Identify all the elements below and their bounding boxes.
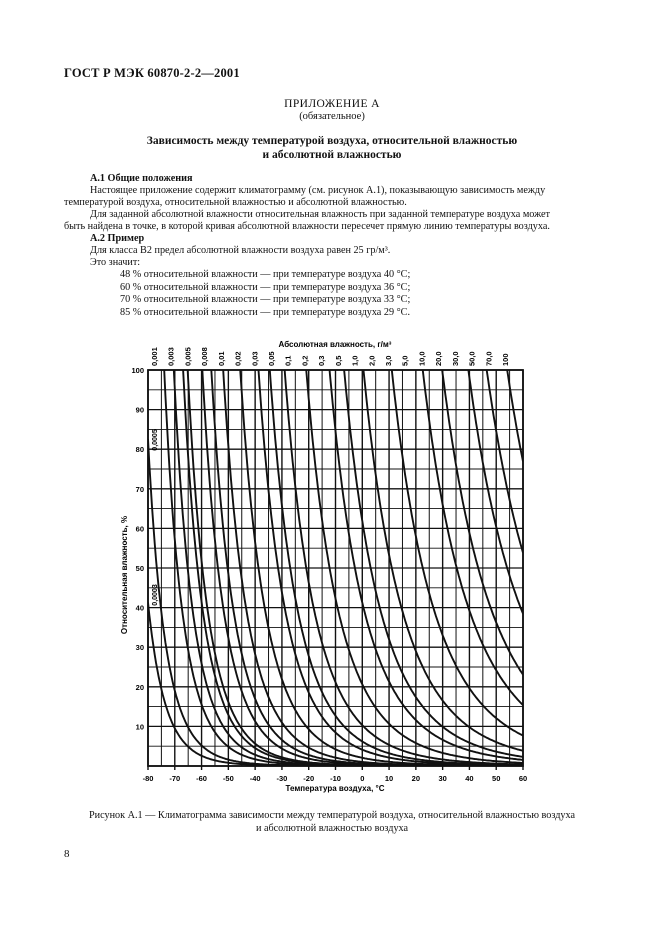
- section-a1-heading: А.1 Общие положения: [90, 173, 193, 184]
- y-tick-label: 60: [135, 524, 144, 534]
- x-tick-label: -10: [330, 774, 341, 783]
- section-a1-p2-line2: быть найдена в точке, в которой кривая абсолютной влажности пересечет прямую линию температуры воздуха.: [64, 221, 550, 232]
- chart-x-axis-label: Температура воздуха, °С: [285, 784, 385, 793]
- section-a2: [90, 233, 600, 269]
- curve-label: 10,0: [417, 351, 427, 366]
- curve-label: 70,0: [484, 351, 494, 366]
- y-tick-label: 20: [135, 682, 144, 692]
- document-title: [64, 134, 600, 162]
- y-tick-label: 70: [135, 484, 144, 494]
- curve-label: 3,0: [384, 355, 393, 366]
- x-tick-label: 50: [492, 774, 501, 783]
- x-tick-label: -60: [196, 774, 207, 783]
- curve-label: 0,2: [300, 355, 310, 366]
- absolute-humidity-curve: [183, 364, 523, 766]
- list-item: 60 % относительной влажности — при температуре воздуха 36 °С;: [120, 281, 411, 293]
- document-title-line-1: Зависимость между температурой воздуха, относительной влажностью: [146, 135, 518, 147]
- section-a1-p1-line1: Настоящее приложение содержит климатограмму (см. рисунок А.1), показывающую зависимость между: [90, 185, 546, 196]
- list-item: 85 % относительной влажности — при температуре воздуха 29 °С.: [120, 306, 411, 318]
- x-tick-label: -70: [169, 774, 181, 783]
- curve-label: 30,0: [450, 351, 460, 366]
- absolute-humidity-curve: [467, 358, 523, 614]
- y-tick-label: 40: [135, 603, 144, 613]
- section-a1-p2: [90, 209, 600, 221]
- page-number: 8: [64, 848, 70, 860]
- y-tick-label: 50: [135, 564, 144, 573]
- curve-label: 0,03: [250, 351, 260, 366]
- x-tick-label: 0: [360, 774, 365, 783]
- curve-label: 50,0: [467, 351, 477, 366]
- appendix-title: ПРИЛОЖЕНИЕ А: [284, 98, 380, 110]
- curve-label: 1,0: [350, 355, 360, 366]
- y-tick-label: 100: [131, 366, 144, 375]
- section-a1-p2-line1: Для заданной абсолютной влажности относительная влажность при заданной температуре воздуха может: [90, 209, 550, 220]
- document-header: ГОСТ Р МЭК 60870-2-2—2001: [64, 66, 240, 80]
- example-list: [120, 269, 410, 319]
- x-tick-label: 60: [518, 774, 528, 783]
- curve-label: 0,005: [183, 347, 193, 366]
- curve-label: 0,01: [216, 351, 226, 366]
- x-tick-label: -80: [142, 774, 154, 783]
- curve-label: 0,1: [283, 355, 293, 366]
- x-tick-label: 30: [438, 774, 447, 783]
- absolute-humidity-curve: [506, 359, 523, 461]
- x-tick-label: -50: [222, 774, 234, 783]
- section-a1-cont: [64, 197, 600, 209]
- side-curve-label: 0,0003: [152, 584, 159, 606]
- curve-label: 0,008: [200, 347, 210, 366]
- section-a1: [90, 173, 600, 197]
- x-tick-label: 40: [465, 774, 474, 783]
- y-tick-label: 90: [135, 405, 144, 415]
- absolute-humidity-curve: [484, 351, 523, 553]
- curve-label: 0,3: [317, 355, 327, 366]
- document-title-line-2: и абсолютной влажностью: [262, 149, 402, 161]
- curve-label: 5,0: [400, 355, 410, 366]
- section-a1-p2-cont: [64, 221, 604, 233]
- curve-label: 0,02: [233, 351, 243, 366]
- curve-label: 0,001: [150, 347, 159, 366]
- absolute-humidity-curve: [269, 353, 524, 766]
- curve-label: 0,05: [267, 351, 276, 366]
- absolute-humidity-curve: [283, 351, 523, 765]
- y-tick-label: 30: [135, 643, 144, 653]
- chart-y-axis-label: Относительная влажность, %: [120, 515, 129, 635]
- chart-title: Абсолютная влажность, г/м³: [278, 340, 392, 349]
- absolute-humidity-curve: [305, 350, 523, 763]
- figure-caption: [64, 810, 600, 835]
- y-tick-label: 10: [135, 722, 144, 732]
- x-tick-label: 20: [411, 774, 421, 783]
- side-curve-label: 0,0005: [152, 429, 159, 451]
- x-tick-label: -30: [276, 774, 288, 783]
- curve-label: 0,003: [166, 347, 176, 366]
- curve-label: 2,0: [367, 355, 377, 366]
- figure-caption-line-1: Рисунок А.1 — Климатограмма зависимости между температурой воздуха, относительной влажностью воздуха: [89, 810, 575, 821]
- absolute-humidity-curve: [187, 354, 523, 766]
- climatogram-chart: [0, 330, 661, 800]
- section-a1-p1-line2: температурой воздуха, относительной влажностью и абсолютной влажностью.: [64, 197, 407, 208]
- section-a2-p2: Это значит:: [90, 257, 141, 268]
- absolute-humidity-curve: [440, 352, 523, 675]
- y-tick-label: 80: [135, 445, 144, 455]
- curve-label: 20,0: [434, 351, 444, 366]
- x-tick-label: 10: [384, 774, 394, 783]
- x-tick-label: -40: [249, 774, 261, 783]
- absolute-humidity-curve: [390, 357, 523, 735]
- section-a2-heading: А.2 Пример: [90, 233, 145, 244]
- appendix-note: (обязательное): [299, 111, 365, 122]
- figure-caption-line-2: и абсолютной влажностью воздуха: [255, 822, 409, 834]
- list-item: 48 % относительной влажности — при температуре воздуха 40 °С;: [120, 269, 411, 280]
- list-item: 70 % относительной влажности — при температуре воздуха 33 °С;: [120, 294, 411, 305]
- curve-label: 0,5: [333, 355, 343, 366]
- curve-label: 100: [501, 353, 510, 366]
- section-a2-p1: Для класса В2 предел абсолютной влажности воздуха равен 25 гр/м³.: [90, 245, 391, 256]
- x-tick-label: -20: [303, 774, 315, 783]
